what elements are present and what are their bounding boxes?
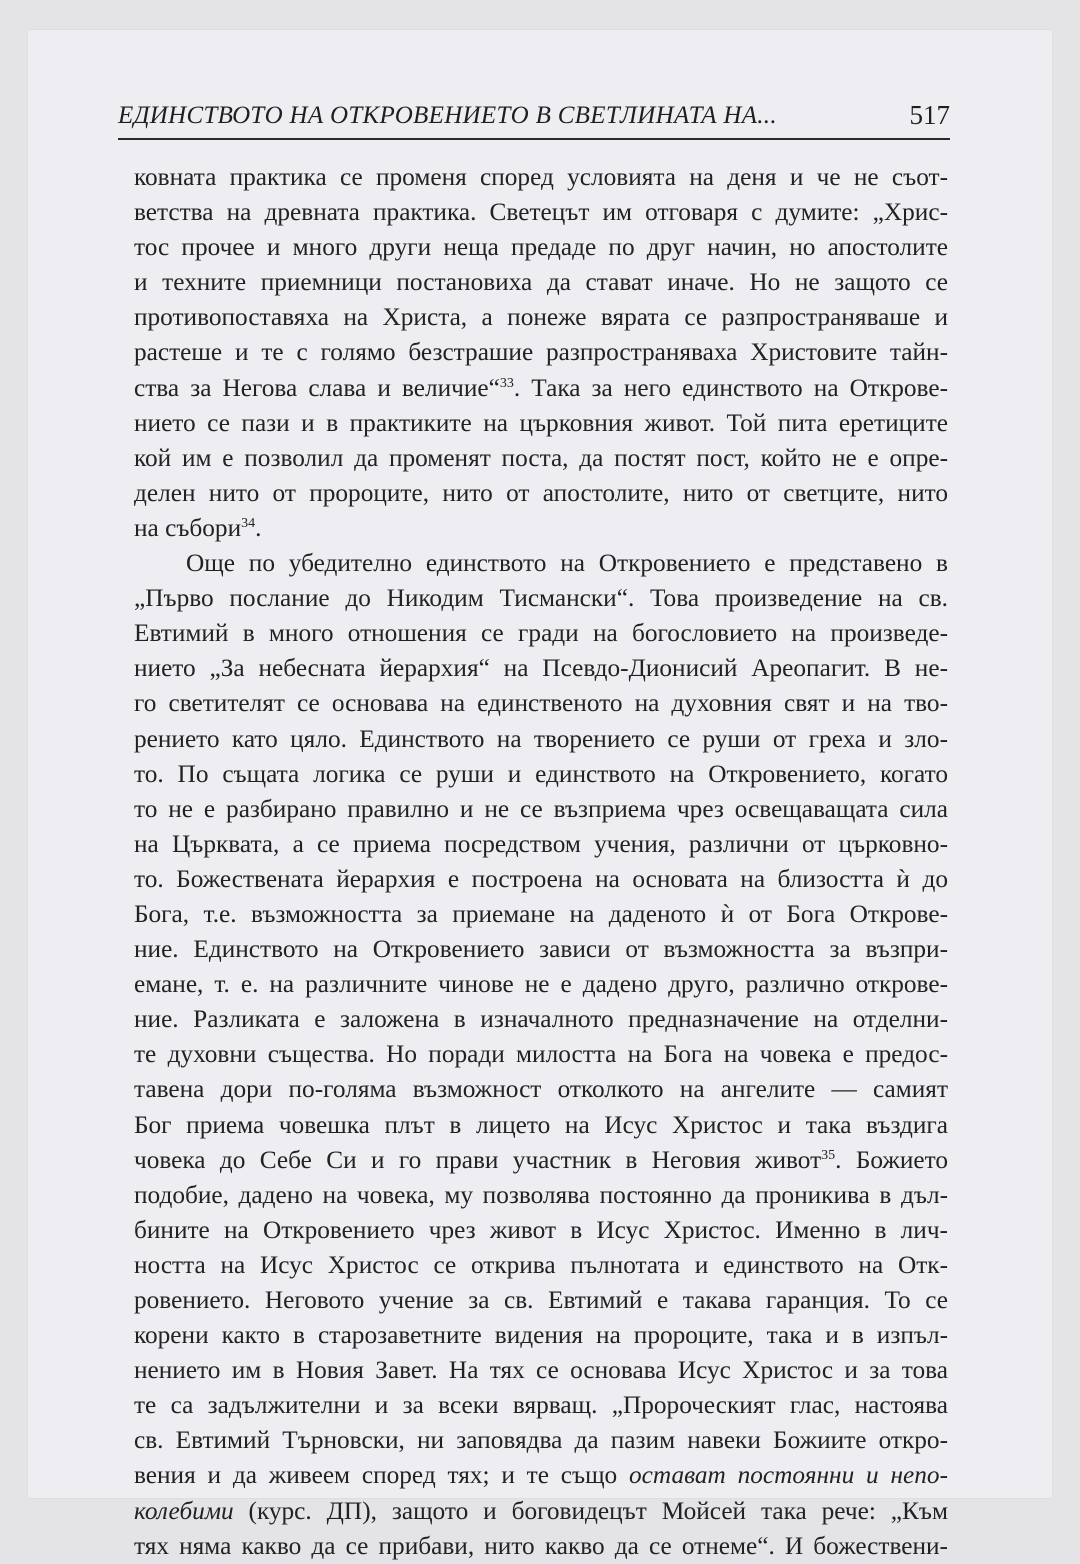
text-line: ровението. Неговото учение за св. Евтимий е такава гаранция. То се xyxy=(134,1286,948,1314)
text-line: нието се пази и в практиките на църковния живот. Той пита еретиците xyxy=(134,408,948,437)
footnote-ref: 35 xyxy=(821,1147,836,1163)
text-line: противопоставяха на Христа, а понеже вярата се разпространяваше и xyxy=(134,303,948,332)
text-line: нието „За небесната йерархия“ на Псевдо-Дионисий Ареопагит. В не- xyxy=(134,654,948,683)
text-line: ветства на древната практика. Светецът им отговаря с думите: „Хрис- xyxy=(134,198,948,227)
text-line: то. Божествената йерархия е построена на основата на близостта ѝ до xyxy=(134,864,948,893)
text-line: растеше и те с голямо безстрашие разпространяваха Христовите тайн- xyxy=(134,338,948,367)
text-line: те духовни същества. Но поради милостта на Бога на човека е предос- xyxy=(134,1040,948,1069)
text-line: го светителят се основава на единственото на духовния свят и на тво- xyxy=(134,689,948,718)
text-line: колебими (курс. ДП), защото и боговидецът Мойсей така рече: „Към xyxy=(134,1496,948,1525)
footnote-ref: 33 xyxy=(499,375,514,391)
text-line: ността на Исус Христос се открива пълнотата и единството на Отк- xyxy=(134,1250,948,1279)
text-line: и техните приемници постановиха да стават иначе. Но не защото се xyxy=(134,268,948,297)
text-line: кой им е позволил да променят поста, да постят пост, който не е опре- xyxy=(134,443,948,472)
text-line: „Първо послание до Никодим Тисмански“. Това произведение на св. xyxy=(134,584,948,613)
text-line: тос прочее и много други неща предаде по друг начин, но апостолите xyxy=(134,233,948,262)
text-line: ства за Негова слава и величие“$^{33}$. Така за него единството на Открове- xyxy=(134,373,948,402)
text-line: ние. Единството на Откровението зависи от възможността за възпри- xyxy=(134,935,948,964)
text-line: Още по убедително единството на Откровението е представено в xyxy=(186,549,948,578)
text-line: то. По същата логика се руши и единството на Откровението, когато xyxy=(134,759,948,788)
italic-emphasis: остават постоянни и непо- xyxy=(629,1461,948,1490)
text-line: те са задължителни и за всеки вярващ. „Пророческият глас, настоява xyxy=(134,1391,948,1420)
text-line: тавена дори по-голяма възможност отколкото на ангелите — самият xyxy=(134,1075,948,1104)
text-line: делен нито от пророците, нито от апостолите, нито от светците, нито xyxy=(134,478,948,507)
page-number: 517 xyxy=(909,100,950,130)
text-line: рението като цяло. Единството на творението се руши от греха и зло- xyxy=(134,724,948,753)
text-line: човека до Себе Си и го прави участник в Неговия живот$^{35}$. Божието xyxy=(134,1145,948,1174)
text-line: св. Евтимий Търновски, ни заповядва да пазим навеки Божиите откро- xyxy=(134,1426,948,1455)
text-line: Бога, т.е. възможността за приемане на даденото ѝ от Бога Открове- xyxy=(134,899,948,928)
running-title: ЕДИНСТВОТО НА ОТКРОВЕНИЕТО В СВЕТЛИНАТА НА... xyxy=(118,102,777,129)
text-line: ние. Разликата е заложена в изначалното предназначение на отделни- xyxy=(134,1005,948,1034)
text-line: подобие, дадено на човека, му позволява постоянно да проникива в дъл- xyxy=(134,1180,948,1209)
body-text xyxy=(134,160,948,1564)
running-header xyxy=(118,100,950,138)
text-line: на Църквата, а се приема посредством учения, различни от църковно- xyxy=(134,829,948,858)
text-line: тях няма какво да се прибави, нито какво да се отнеме“. И божествени- xyxy=(134,1531,948,1560)
text-line: то не е разбирано правилно и не се възприема чрез освещаващата сила xyxy=(134,794,948,823)
text-line: ковната практика се променя според условията на деня и че не съот- xyxy=(134,163,948,191)
header-rule xyxy=(118,138,950,140)
text-line: нението им в Новия Завет. На тях се основава Исус Христос и за това xyxy=(134,1356,948,1385)
text-line: емане, т. е. на различните чинове не е дадено друго, различно открове- xyxy=(134,970,948,999)
text-line: на събори$^{34}$. xyxy=(134,513,262,542)
text-line: Евтимий в много отношения се гради на богословието на произведе- xyxy=(134,619,948,648)
text-line: бините на Откровението чрез живот в Исус Христос. Именно в лич- xyxy=(134,1215,948,1244)
footnote-ref: 34 xyxy=(241,515,256,531)
text-line: корени както в старозаветните видения на пророците, така и в изпъл- xyxy=(134,1321,948,1350)
text-line: вения и да живеем според тях; и те също остават постоянни и непо- xyxy=(134,1461,948,1490)
text-line: Бог приема човешка плът в лицето на Исус Христос и така въздига xyxy=(134,1110,948,1139)
italic-emphasis: колебими xyxy=(134,1496,234,1525)
